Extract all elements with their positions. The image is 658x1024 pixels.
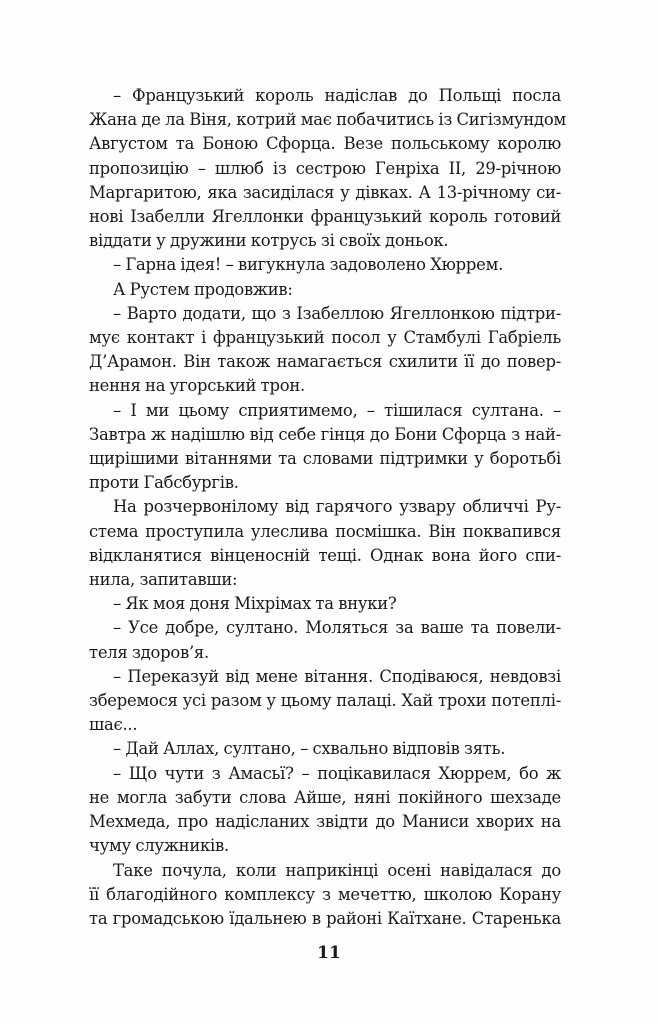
paragraph xyxy=(89,302,561,399)
text-line: – Що чути з Амасьї? – поцікавилася Хюррем, бо ж xyxy=(113,763,561,783)
text-line: Мехмеда, про надісланих звідти до Маниси хворих на xyxy=(89,812,561,832)
paragraph xyxy=(89,616,561,664)
paragraph xyxy=(89,592,561,616)
text-line: На розчервонілому від гарячого узвару обличчі Ру- xyxy=(113,497,561,517)
paragraph xyxy=(89,278,561,302)
text-line: – Усе добре, султано. Моляться за ваше та повели- xyxy=(113,618,561,638)
body-text xyxy=(89,84,567,931)
text-line: щирішими вітаннями та словами підтримки у боротьбі xyxy=(89,449,561,469)
text-line: нові Ізабелли Ягеллонки французький король готовий xyxy=(89,207,561,227)
paragraph xyxy=(89,665,561,738)
text-line: нення на угорський трон. xyxy=(89,376,305,396)
text-line: – Переказуй від мене вітання. Сподіваюся, невдовзі xyxy=(113,666,561,686)
text-line: зберемося усі разом у цьому палаці. Хай трохи потеплі- xyxy=(89,691,561,711)
text-line: – І ми цьому сприятимемо, – тішилася султана. – xyxy=(113,400,561,420)
paragraph xyxy=(89,495,561,592)
text-line: – Дай Аллах, султано, – схвально відповів зять. xyxy=(113,739,506,759)
text-line: нила, запитавши: xyxy=(89,570,238,590)
text-line: – Як моя доня Міхрімах та внуки? xyxy=(113,594,397,614)
text-line: мує контакт і французький посол у Стамбулі Габріель xyxy=(89,328,561,348)
paragraph xyxy=(89,84,567,253)
text-line: Д’Арамон. Він також намагається схилити її до повер- xyxy=(89,352,561,372)
page-number: 11 xyxy=(317,943,341,963)
text-line: шає... xyxy=(89,715,138,735)
text-line: її благодійного комплексу з мечеттю, школою Корану xyxy=(89,884,561,904)
text-line: – Французький король надіслав до Польщі посла xyxy=(113,86,561,105)
text-line: Завтра ж надішлю від себе гінця до Бони Сфорца з най- xyxy=(89,424,561,444)
text-line: Жана де ла Віня, котрий має побачитись із Сигізмундом xyxy=(89,110,567,130)
text-line: пропозицію – шлюб із сестрою Генріха II, 29-річною xyxy=(89,158,561,178)
text-line: стема проступила улеслива посмішка. Він поквапився xyxy=(89,521,561,541)
text-line: Таке почула, коли наприкінці осені навідалася до xyxy=(113,860,561,880)
paragraph xyxy=(89,253,561,277)
text-line: не могла забути слова Айше, няні покійного шехзаде xyxy=(89,787,561,807)
paragraph xyxy=(89,762,561,859)
text-line: віддати у дружини котрусь зі своїх доньок. xyxy=(89,231,449,251)
text-line: – Гарна ідея! – вигукнула задоволено Хюррем. xyxy=(113,255,504,275)
paragraph xyxy=(89,859,561,932)
text-line: Маргаритою, яка засиділася у дівках. А 13-річному си- xyxy=(89,182,561,202)
text-line: Августом та Боною Сфорца. Везе польському королю xyxy=(89,134,561,154)
text-line: відкланятися вінценосній тещі. Однак вона його спи- xyxy=(89,545,561,565)
paragraph xyxy=(89,399,561,496)
paragraph xyxy=(89,737,561,761)
text-line: – Варто додати, що з Ізабеллою Ягеллонкою підтри- xyxy=(113,303,561,323)
text-line: чуму служників. xyxy=(89,836,229,856)
text-line: А Рустем продовжив: xyxy=(113,279,293,299)
text-line: проти Габсбургів. xyxy=(89,473,239,493)
text-line: теля здоров’я. xyxy=(89,642,209,662)
text-line: та громадською їдальнею в районі Каїтхане. Старенька xyxy=(89,908,561,928)
